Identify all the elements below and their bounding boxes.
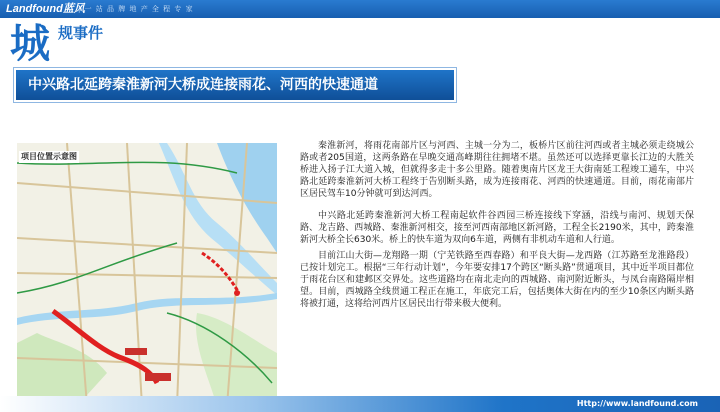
article-paragraph: 目前江山大街—龙翔路一期（宁芜铁路至西春路）和平良大街—龙西路（江苏路至龙淮路段）已按计划完工。根据“三年行动计划”，今年要安排17个跨区“断头路”贯通项目，其中近半项目都位于雨花台区和建邺区交界处。这些道路均在南北走向的西城路、南河附近断头，与凤台南路隔岸相望。目前，西城路全线贯通工程正在施工，年底完工后，包括奥体大街在内的至少10条区内断头路将被打通，这将给河西片区居民出行带来极大便利。: [300, 251, 694, 309]
page-title: 中兴路北延跨秦淮新河大桥成连接雨花、河西的快速通道: [28, 77, 378, 93]
footer-link[interactable]: Http://www.landfound.com: [576, 399, 698, 408]
article-paragraph: 秦淮新河，将雨花南部片区与河西、主城一分为二，板桥片区前往河西或者主城必须走绕城公路或者205国道，这两条路在早晚交通高峰期往往拥堵不堪。虽然还可以选择更靠长江边的大胜关桥进入扬子江大道入城，但就得多走十多公里路。随着奥南片区龙王大街南延工程竣工通车，中兴路北延跨秦淮新河大桥工程终于告别断头路，成为连接雨花、河西的快速通道。目前，雨花南部片区居民驾车10分钟就可到达河西。: [300, 141, 694, 199]
footer-bar: [0, 396, 720, 412]
article-paragraph: 中兴路北延跨秦淮新河大桥工程南起软件谷西园三桥连接线下穿涵，沿线与南河、规划天保路、龙吉路、西城路、秦淮新河相交，接至河西南部地区新河路，工程全长2190米，其中，跨秦淮新河大桥全长630米。桥上的快车道为双向6车道，两侧有非机动车道和人行道。: [300, 211, 694, 245]
title-banner: [14, 68, 456, 102]
location-map: [17, 143, 277, 406]
section-label: 规事件: [58, 24, 104, 42]
brand-logo[interactable]: Landfound蓝风: [6, 3, 85, 15]
brand-slogan: | 一 站 品 牌 地 产 全 程 专 家: [78, 5, 194, 13]
section-big-char: 城: [10, 21, 50, 67]
article-body: [300, 140, 694, 310]
top-bar: [0, 0, 720, 18]
map-graphic: [17, 143, 277, 406]
map-title: 项目位置示意图: [21, 152, 77, 161]
